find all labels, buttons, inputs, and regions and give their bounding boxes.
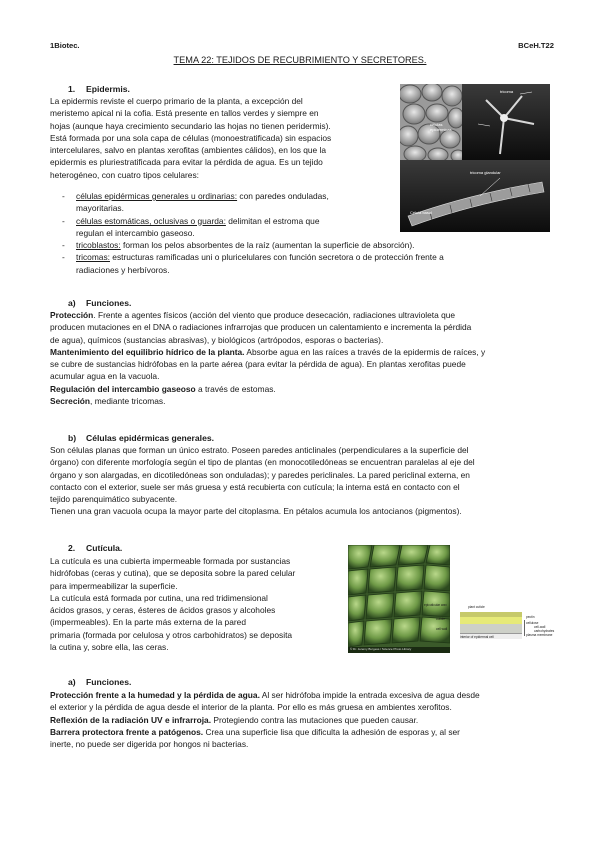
micrograph-label: tricoma glandular [470, 170, 501, 175]
text: el exterior y la pérdida de agua desde el interior de la planta. Por ello es más gruesa en ambientes xerofitos. [50, 702, 452, 713]
text-line: hidrófobas (ceras y cutina), que se deposita sobre la pared celular [50, 568, 296, 579]
text-line: para impermeabilizar la superficie. [50, 580, 178, 591]
page-title: TEMA 22: TEJIDOS DE RECUBRIMIENTO Y SECRETORES. [173, 55, 427, 65]
text-line: meristemo apical ni la cofia. Está presente en tallos verdes y siempre en [50, 108, 319, 119]
functions-heading [68, 297, 131, 309]
bullet-text: estructuras ramificadas uni o pluricelulares con función secretora o de protección frente a [109, 252, 444, 263]
text-line [50, 714, 570, 726]
sub-title: Funciones. [86, 677, 132, 687]
diagram-label: cellulose [526, 621, 539, 625]
text-line: Tienen una gran vacuola ocupa la mayor parte del citoplasma. En pétalos acumula los antocianos (pigmentos). [50, 506, 462, 517]
text-line [50, 321, 570, 333]
diagram-label: cell-wall carbohydrates [534, 625, 555, 633]
bullet-term: tricomas: [76, 252, 110, 263]
cuticle-functions-heading [68, 676, 131, 688]
header-right: BCeH.T22 [518, 41, 554, 50]
text-line: La cutícula es una cubierta impermeable formada por sustancias [50, 556, 291, 566]
bold-term: Protección frente a la humedad y la pérdida de agua. [50, 690, 260, 700]
section-1-number: 1. [68, 84, 76, 94]
bullet-term: tricoblastos: [76, 240, 121, 251]
diagram-label: pectin [526, 615, 535, 619]
diagram-label: interior of epidermal cell [460, 635, 494, 639]
text: , mediante tricomas. [90, 396, 166, 407]
text-line: heterogéneo, con cuatro tipos celulares: [50, 169, 199, 180]
text-line: contacto con el exterior, suele ser más gruesa y está recubierta con cutícula; la interna está en contacto con el [50, 481, 460, 492]
epidermis-paragraph [50, 95, 395, 181]
text-line: Está formada por una sola capa de células (monoestratificada) sin espacios [50, 132, 332, 143]
text-line [50, 726, 570, 738]
bullet-text: con paredes onduladas, [237, 191, 329, 201]
text: Protegiendo contra las mutaciones que pueden causar. [211, 714, 419, 725]
text-line: la cutina y, sobre ella, las ceras. [50, 642, 169, 653]
cuticle-layer-diagram [420, 590, 560, 642]
section-2-number: 2. [68, 543, 76, 553]
text: se cubre de sustancias hidrófobas en la parte aérea (para evitar la pérdida de agua). En plantas xerofitas puede [50, 359, 466, 370]
text-line: tejido parenquimático subyacente. [50, 494, 178, 505]
text-line [50, 701, 570, 713]
sub-title: Células epidérmicas generales. [86, 433, 215, 443]
bullet-term: células estomáticas, oclusivas o guarda: [76, 215, 226, 226]
sub-title: Funciones. [86, 298, 132, 308]
general-cells-paragraph [50, 444, 570, 518]
section-1-title: Epidermis. [86, 84, 130, 94]
bullet-text: mayoritarias. [76, 203, 124, 214]
diagram-label: plasma membrane [526, 633, 553, 637]
bullet-text: forman los pelos absorbentes de la raíz (aumentan la superficie de absorción). [120, 240, 415, 251]
text-line: epidermis es pluriestratificada para evitar la pérdida de agua. Es un tejido [50, 157, 323, 168]
text: Al ser hidrófoba impide la entrada excesiva de agua desde [259, 690, 480, 700]
text-line: Son células planas que forman un único estrato. Poseen paredes anticlinales (perpendiculares a la superficie del [50, 445, 469, 455]
photo-credit: © Dr. Jeremy Burgess / Science Photo Library [350, 647, 412, 651]
text: Absorbe agua en las raíces a través de la epidermis de raíces, y [244, 346, 486, 357]
text-line: ácidos grasos, y ceras, ésteres de ácidos grasos y alcoholes [50, 605, 276, 616]
text-line: órgano) con diferente morfología según el tipo de plantas (en monocotiledóneas se encuentran paralelas al eje del [50, 457, 475, 468]
bold-term: Secreción [50, 396, 91, 407]
functions-paragraph [50, 309, 570, 407]
bold-term: Protección [50, 310, 94, 320]
text-line [50, 395, 570, 407]
text: de agua), químicos (sustancias abrasivas), y biológicos (artrópodos, esporas o bacterias). [50, 334, 384, 345]
text: . Frente a agentes físicos (acción del viento que produce desecación, radiaciones ultravioleta que [93, 310, 456, 320]
text-line: intercelulares, salvo en plantas xerofitas (ambientes cálidos), en los que la [50, 145, 327, 156]
bullet-text: regulan el intercambio gaseoso. [76, 227, 195, 238]
text-line [50, 358, 570, 370]
text-line [50, 738, 570, 750]
text-line: hojas (aunque haya crecimiento secundario las hojas no tienen peridermis). [50, 120, 331, 131]
bold-term: Mantenimiento del equilibrio hídrico de la planta. [50, 346, 245, 357]
text-line [50, 370, 570, 382]
diagram-label: plant cuticle [468, 605, 485, 609]
text: inerte, no puede ser digerida por hongos ni bacterias. [50, 739, 249, 750]
text-line: La epidermis reviste el cuerpo primario de la planta, a excepción del [50, 96, 303, 106]
bullet-text: delimitan el estroma que [225, 215, 320, 226]
text: acumular agua en la vacuola. [50, 371, 160, 382]
text-line [50, 383, 570, 395]
micrograph-label: tricoma [500, 89, 514, 94]
micrograph-label: Célula basal [410, 210, 433, 215]
diagram-label: cell wall [436, 627, 448, 631]
cell-wall-layer [460, 624, 522, 633]
diagram-label: cuticle [436, 617, 446, 621]
text: Crea una superficie lisa que dificulta la adhesión de esporas y, al ser [203, 726, 460, 737]
list-item [50, 251, 570, 276]
text: producen mutaciones en el DNA o radiaciones infrarrojas que producen un calentamiento e incrementa la pérdida [50, 322, 472, 333]
text-line: primaria (formada por celulosa y otros carbohidratos) se deposita [50, 629, 293, 640]
general-cells-heading [68, 432, 214, 444]
sub-label: b) [68, 433, 77, 443]
sub-label: a) [68, 298, 76, 308]
sub-label: a) [68, 677, 76, 687]
diagram-label: epicuticular wax [424, 603, 447, 607]
text-line: órgano y son alargadas, en dicotiledóneas son onduladas); y paredes periclinales. La pared periclinal externa, en [50, 469, 470, 480]
bold-term: Barrera protectora frente a patógenos. [50, 726, 204, 737]
bold-term: Regulación del intercambio gaseoso [50, 383, 196, 394]
section-1-heading [68, 83, 130, 95]
bullet-text: radiaciones y herbívoros. [76, 264, 170, 275]
micrograph-label: células epidérmicas [430, 122, 452, 132]
section-2-heading [68, 542, 122, 554]
bracket-line [524, 620, 525, 636]
text-line [50, 334, 570, 346]
text-line [50, 309, 570, 321]
epidermis-micrograph [400, 84, 550, 232]
section-2-title: Cutícula. [86, 543, 123, 553]
header-left: 1Biotec. [50, 41, 80, 50]
text-line: (impermeables). En la parte más externa de la pared [50, 617, 246, 628]
bold-term: Reflexión de la radiación UV e infrarroja. [50, 714, 212, 725]
text-line [50, 689, 570, 701]
cuticle-functions-paragraph [50, 689, 570, 750]
cuticle-layer [460, 617, 522, 624]
list-item [50, 239, 570, 251]
text: a través de estomas. [195, 383, 276, 394]
text-line [50, 346, 570, 358]
text-line: La cutícula está formada por cutina, una red tridimensional [50, 592, 268, 603]
cuticle-paragraph [50, 555, 350, 653]
bullet-term: células epidérmicas generales u ordinarias: [76, 191, 238, 201]
